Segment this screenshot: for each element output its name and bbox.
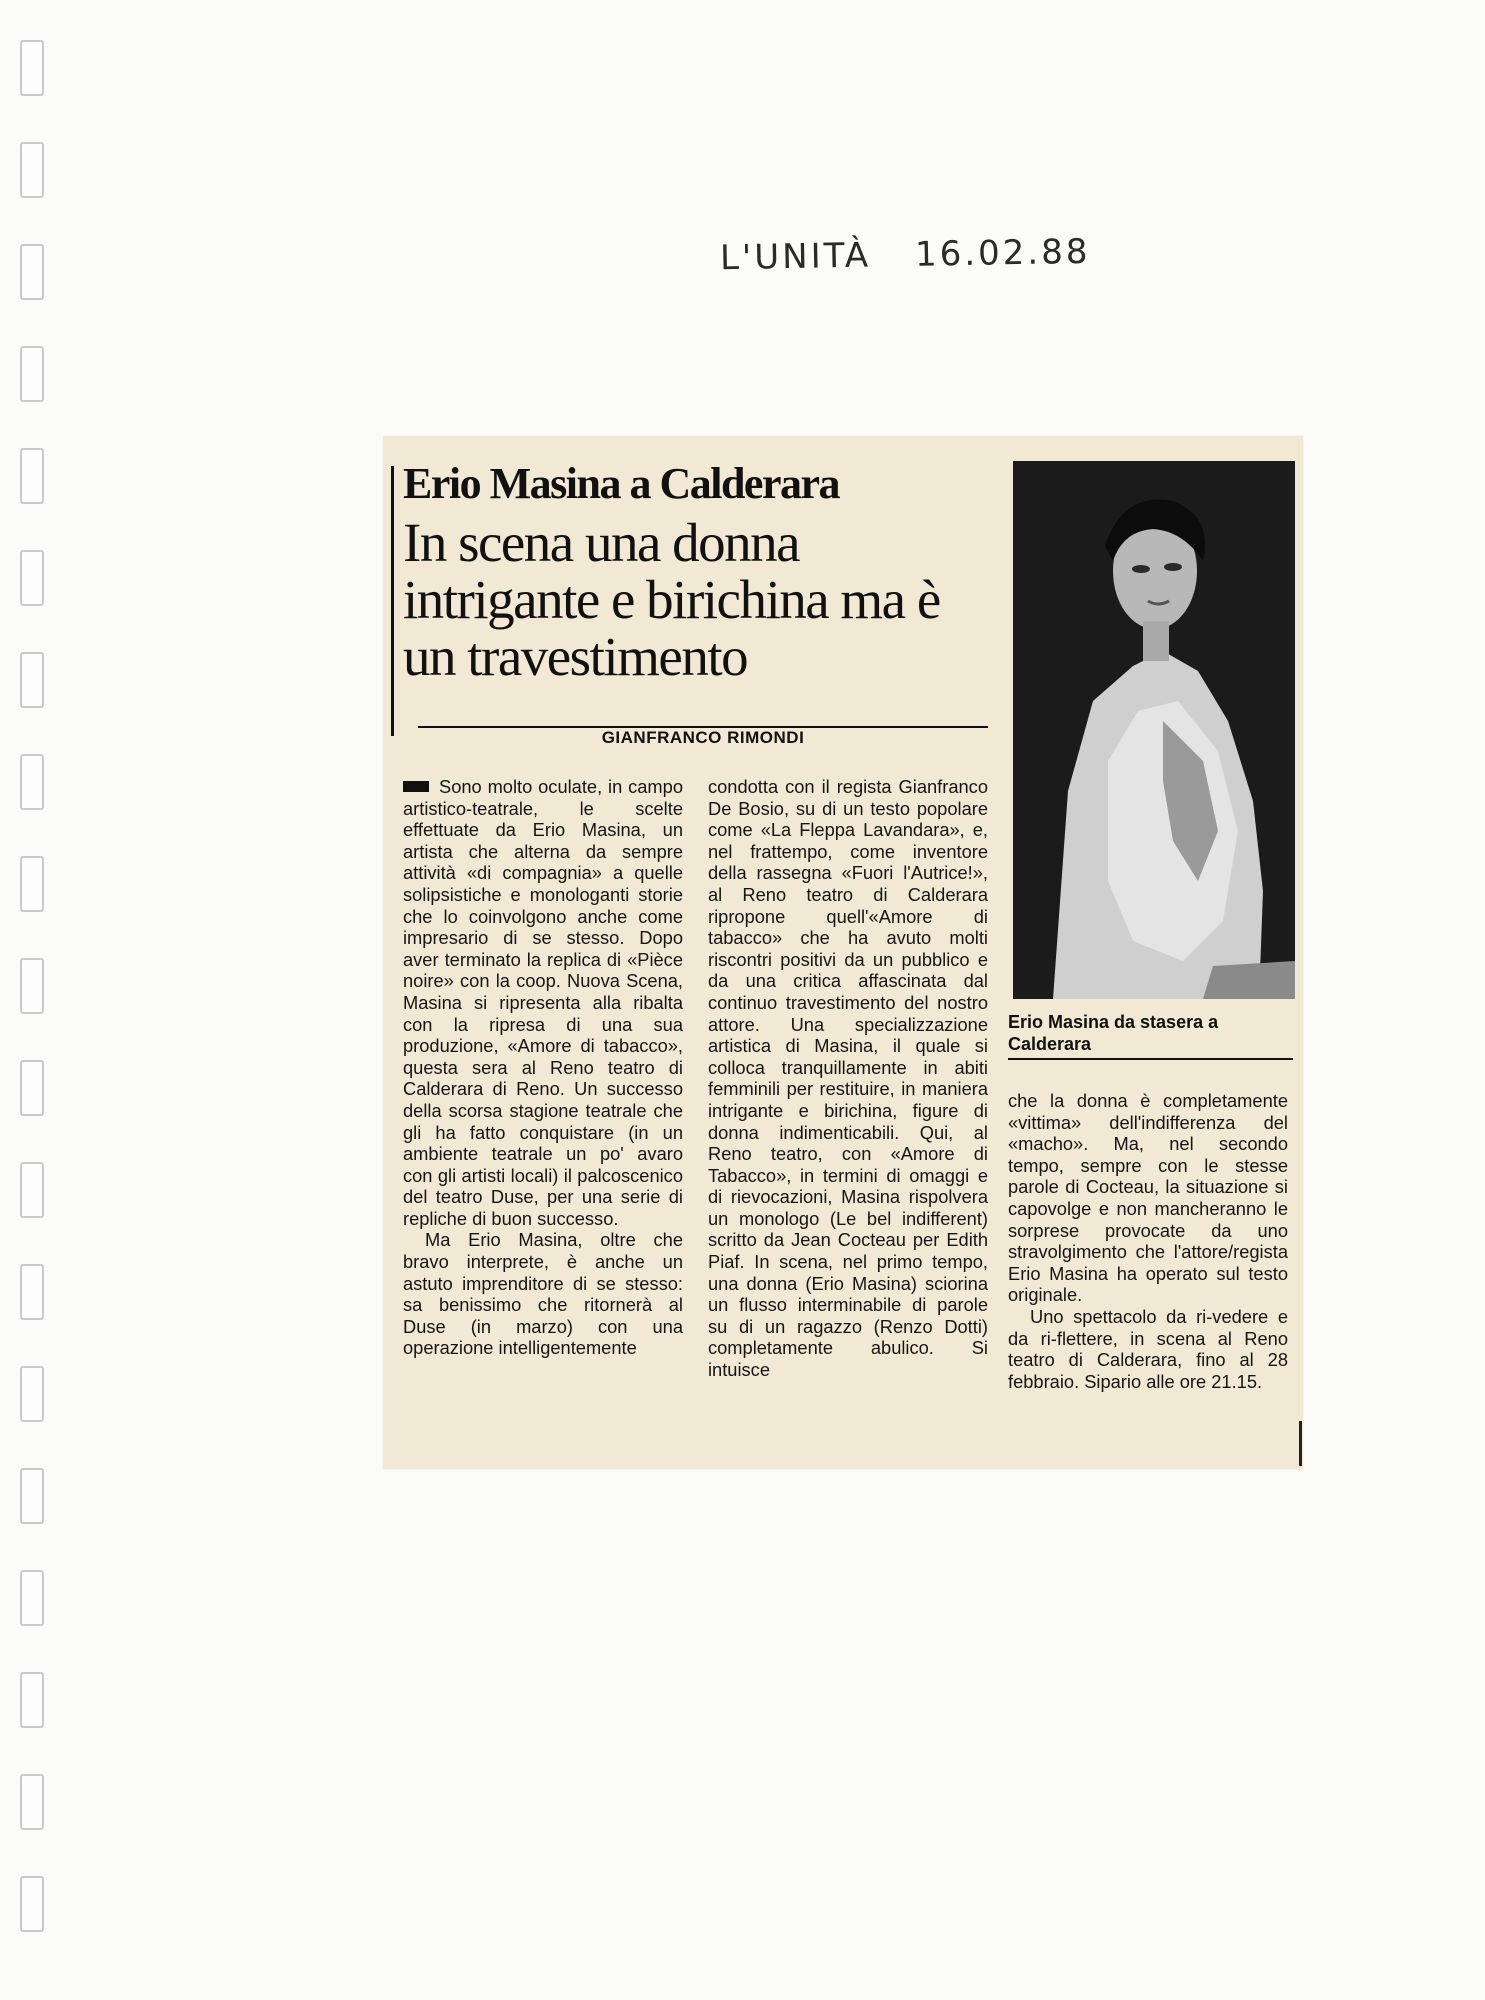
edge-rule	[1299, 1421, 1302, 1466]
binder-hole	[20, 1468, 44, 1524]
annotation-source: L'UNITÀ	[719, 235, 872, 279]
binder-hole	[20, 652, 44, 708]
photo-figure	[1013, 461, 1295, 999]
article-photo	[1013, 461, 1295, 999]
paragraph: Uno spettacolo da ri-vedere e da ri-flettere, in scena al Reno teatro di Calderara, fino al 28 febbraio. Sipario alle ore 21.15.	[1008, 1305, 1288, 1392]
binder-hole	[20, 1570, 44, 1626]
binder-hole	[20, 550, 44, 606]
binder-hole	[20, 1774, 44, 1830]
binder-hole	[20, 142, 44, 198]
paragraph: Sono molto oculate, in campo artistico-teatrale, le scelte effettuate da Erio Masina, un artista che alterna da sempre attività «di compagnia» a quelle solipsistiche e monologanti storie che lo coinvolgono anche come impresario di se stesso. Dopo aver terminato la replica di «Pièce noire» con la coop. Nuova Scena, Masina si ripresenta alla ribalta con la ripresa di una sua produzione, «Amore di tabacco», questa sera al Reno teatro di Calderara di Reno. Un successo della scorsa stagione teatrale che gli ha fatto conquistare (in un ambiente teatrale un po' avaro con gli artisti locali) il palcoscenico del teatro Duse, per una serie di repliche di buon successo.	[403, 776, 683, 1229]
binder-hole	[20, 1672, 44, 1728]
binder-hole	[20, 1876, 44, 1932]
binder-hole	[20, 958, 44, 1014]
binder-hole	[20, 1060, 44, 1116]
binder-strip	[0, 0, 60, 2000]
binder-hole	[20, 856, 44, 912]
paragraph: che la donna è completamente «vittima» dell'indifferenza del «macho». Ma, nel secondo tempo, sempre con le stesse parole di Cocteau, la situazione si capovolge e non mancheranno le sorprese provocate da uno stravolgimento che l'attore/regista Erio Masina ha operato sul testo originale.	[1008, 1090, 1288, 1306]
binder-hole	[20, 754, 44, 810]
article-column-1	[403, 776, 683, 1359]
newspaper-clipping	[383, 436, 1303, 1469]
binder-hole	[20, 448, 44, 504]
caption-rule	[1008, 1058, 1293, 1060]
headline-rule	[391, 466, 394, 736]
handwritten-annotation	[720, 232, 1091, 278]
article-column-2	[708, 776, 988, 1381]
binder-hole	[20, 346, 44, 402]
article-headline: In scena una donna intrigante e birichina ma è un travestimento	[403, 512, 940, 687]
article-column-3	[1008, 1090, 1288, 1392]
binder-hole	[20, 40, 44, 96]
binder-hole	[20, 1366, 44, 1422]
annotation-date: 16.02.88	[914, 231, 1091, 275]
paragraph: Ma Erio Masina, oltre che bravo interprete, è anche un astuto imprenditore di se stesso: sa benissimo che ritornerà al Duse (in marzo) con una operazione intelligentemente	[403, 1229, 683, 1359]
binder-hole	[20, 244, 44, 300]
paragraph: condotta con il regista Gianfranco De Bosio, su di un testo popolare come «La Fleppa Lavandara», e, nel frattempo, come inventore della rassegna «Fuori l'Autrice!», al Reno teatro di Calderara ripropone quell'«Amore di tabacco» che ha avuto molti riscontri positivi da un pubblico e da una critica affascinata dal continuo travestimento del nostro attore. Una specializzazione artistica di Masina, il quale si colloca tranquillamente in abiti femminili per restituire, in maniera intrigante e birichina, figure di donna indimenticabili. Qui, al Reno teatro, con «Amore di Tabacco», in termini di omaggi e di rievocazioni, Masina rispolvera un monologo (Le bel indifferent) scritto da Jean Cocteau per Edith Piaf. In scena, nel primo tempo, una donna (Erio Masina) sciorina un flusso interminabile di parole su di un ragazzo (Renzo Dotti) completamente abulico. Si intuisce	[708, 776, 988, 1381]
paragraph-marker	[403, 781, 429, 792]
photo-caption: Erio Masina da stasera a Calderara	[1008, 1012, 1219, 1054]
binder-hole	[20, 1264, 44, 1320]
article-byline: GIANFRANCO RIMONDI	[601, 728, 805, 747]
binder-hole	[20, 1162, 44, 1218]
article-kicker: Erio Masina a Calderara	[403, 459, 840, 508]
